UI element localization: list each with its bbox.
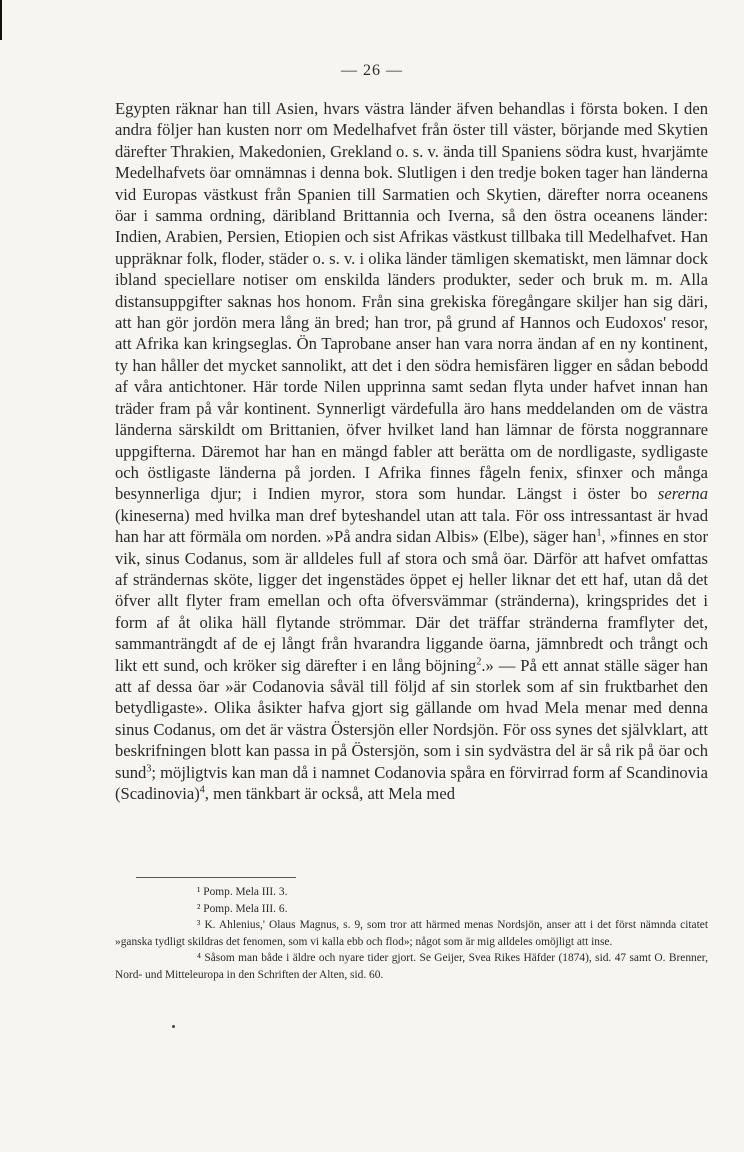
page-number: — 26 — [341, 62, 403, 79]
footnote-ref-3[interactable]: 3 [146, 763, 152, 775]
text-segment: ; möjligtvis kan man då i namnet Codanovia spåra en förvirrad form af Scandinovia (Scadinovia) [115, 762, 708, 803]
italic-term: sererna [657, 484, 708, 504]
stray-ink-dot [172, 1025, 175, 1028]
text-segment: , men tänkbart är också, att Mela med [204, 784, 455, 803]
footnotes [115, 884, 708, 984]
page-edge-mark [0, 0, 2, 40]
footnote-ref-2[interactable]: 2 [476, 656, 482, 668]
footnote-2: ² Pomp. Mela III. 6. [197, 902, 288, 915]
footnote-1: ¹ Pomp. Mela III. 3. [197, 886, 288, 898]
main-text [115, 98, 708, 804]
footnote-ref-4[interactable]: 4 [199, 784, 205, 796]
text-segment: .» — På ett annat ställe säger han att af dessa öar »är Codanovia såväl till följd af sin storlek som af sin fruktbarhet den betydligaste». Olika åsikter hafva gjort sig gällande om hvad Mela menar med denna sinus Codanus, om det är västra Östersjön eller Nordsjön. För oss synes det självklart, att beskrifningen blott kan passa in på Östersjön, som i sin sydvästra del är så rik på öar och sund [115, 655, 708, 782]
footnote-3: ³ K. Ahlenius,' Olaus Magnus, s. 9, som tror att härmed menas Nordsjön, anser att i det först nämnda citatet »ganska tydligt skildras det fenomen, som vi kalla ebb och flod»; något som är mig alldeles omöjligt att inse. [115, 919, 708, 948]
text-segment: (kineserna) med hvilka man dref byteshandel utan att tala. För oss intressantast är hvad han har att förmäla om norden. »På andra sidan Albis» (Elbe), säger han [115, 505, 708, 547]
text-segment: Egypten räknar han till Asien, hvars västra länder äfven behandlas i första boken. I den andra följer han kusten norr om Medelhafvet från öster till väster, börjande med Skytien därefter Thrakien, Makedonien, Grekland o. s. v. ända till Spaniens södra kust, hvarjämte Medelhafvets öar omnämnas i denna bok. Slutligen i den tredje boken tager han länderna vid Europas västkust från Spanien till Sarmatien och Skytien, därefter norra oceanens öar i samma ordning, däribland Brittannia och Iverna, så den östra oceanens länder: Indien, Arabien, Persien, Etiopien och sist Afrikas västkust tillbaka till Medelhafvet. Han uppräknar folk, floder, städer o. s. v. i olika länder tämligen skematiskt, men lämnar dock ibland speciellare notiser om enskilda länders produkter, seder och bruk m. m. Alla distansuppgifter saknas hos honom. Från sina grekiska föregångare skiljer han sig däri, att han gör jordön mera lång än bred; han tror, på grund af Hannos och Eudoxos' resor, att Afrika kan kringseglas. Ön Taprobane anser han vara norra ändan af en ny kontinent, ty han håller det mycket sannolikt, att det i den södra hemisfären ligger en sådan bebodd af våra antichtoner. Här torde Nilen upprinna samt sedan flyta under hafvet innan han träder fram på vår kontinent. Synnerligt värdefulla äro hans meddelanden om de västra länderna särskildt om Brittanien, öfver hvilket land han lämnar de första noggrannare uppgifterna. Däremot har han en mängd fabler att berätta om de nordligaste, sydligaste och östligaste länderna på jorden. I Afrika finnes fågeln fenix, sfinxer och många besynnerliga djur; i Indien myror, stora som hundar. Längst i öster bo [115, 99, 708, 504]
footnote-4: ⁴ Såsom man både i äldre och nyare tider gjort. Se Geijer, Svea Rikes Häfder (1874), sid. 47 samt O. Brenner, Nord- und Mitteleuropa in den Schriften der Alten, sid. 60. [115, 952, 708, 981]
paragraph [115, 98, 708, 804]
text-segment: , »finnes en stor vik, sinus Codanus, som är alldeles full af stora och små öar. Därför att hafvet omfattas af strändernas sköte, ligger det ingenstädes öppet ej heller liknar det ett haf, utan då det öfver allt flyter fram emellan och ofta öfversvämmar (stränderna), kringsprides det i form af åt olika häll flytande strömmar. Där det träffar stränderna framflyter det, sammanträngdt af de ej långt från hvarandra liggande öarna, jämnbredt och trångt och likt ett sund, och kröker sig därefter i en lång böjning [115, 527, 709, 675]
footnote-divider [136, 877, 296, 878]
footnote-ref-1[interactable]: 1 [596, 527, 602, 539]
